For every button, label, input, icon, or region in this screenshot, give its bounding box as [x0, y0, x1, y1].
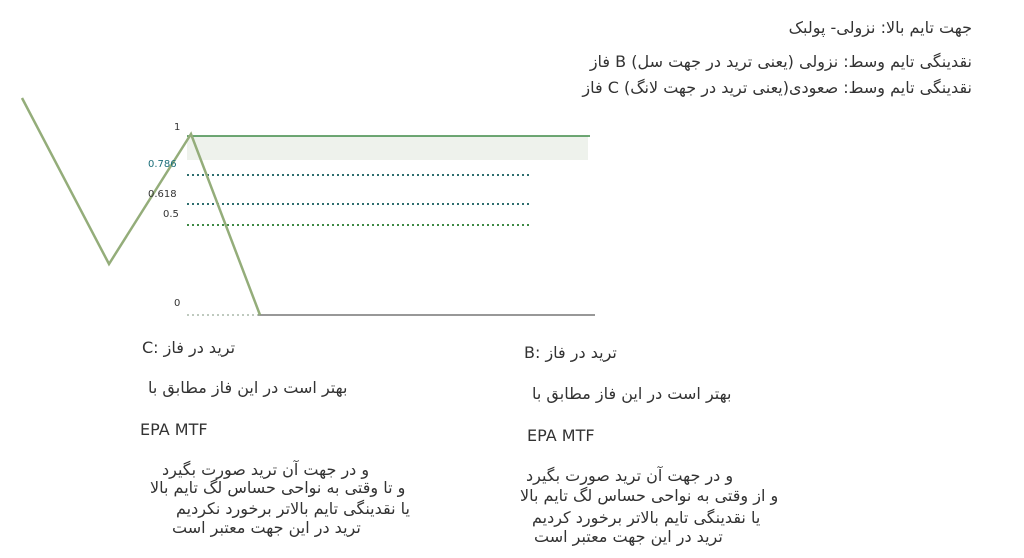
level-0618-label: 0.618	[148, 189, 177, 200]
level-05-label: 0.5	[163, 209, 179, 220]
phase-b-text-1: بهتر است در این فاز مطابق با	[532, 384, 732, 403]
phase-b-text-2: EPA MTF	[527, 426, 595, 445]
phase-b-title: B: ترید در فاز	[524, 343, 617, 362]
header-phase-b-line: نقدینگی تایم وسط: نزولی (یعنی ترید در جهت سل) B فاز	[589, 52, 972, 71]
phase-c-text-2: EPA MTF	[140, 420, 208, 439]
phase-b-text-4: و از وقتی به نواحی حساس لگ تایم بالا	[520, 486, 779, 505]
premium-zone	[187, 136, 588, 160]
phase-c-text-4: و تا وقتی به نواحی حساس لگ تایم بالا	[150, 478, 406, 497]
phase-c-text-5: یا نقدینگی تایم بالاتر برخورد نکردیم	[176, 499, 410, 518]
phase-c-title: C: ترید در فاز	[142, 338, 236, 357]
phase-c-text-3: و در جهت آن ترید صورت بگیرد	[162, 460, 370, 479]
level-0-label: 0	[174, 298, 181, 309]
phase-c-text-6: ترید در این جهت معتبر است	[172, 518, 361, 537]
level-1-label: 1	[174, 122, 181, 133]
phase-b-text-6: ترید در این جهت معتبر است	[534, 527, 723, 546]
phase-b-text-3: و در جهت آن ترید صورت بگیرد	[526, 466, 734, 485]
header-trend-line: جهت تایم بالا: نزولی- پولبک	[788, 18, 972, 37]
price-path	[22, 98, 260, 315]
phase-b-text-5: یا نقدینگی تایم بالاتر برخورد کردیم	[532, 508, 761, 527]
phase-c-text-1: بهتر است در این فاز مطابق با	[148, 378, 348, 397]
header-phase-c-line: نقدینگی تایم وسط: صعودی(یعنی ترید در جهت لانگ) C فاز	[582, 78, 972, 97]
level-0786-label: 0.786	[148, 159, 177, 170]
